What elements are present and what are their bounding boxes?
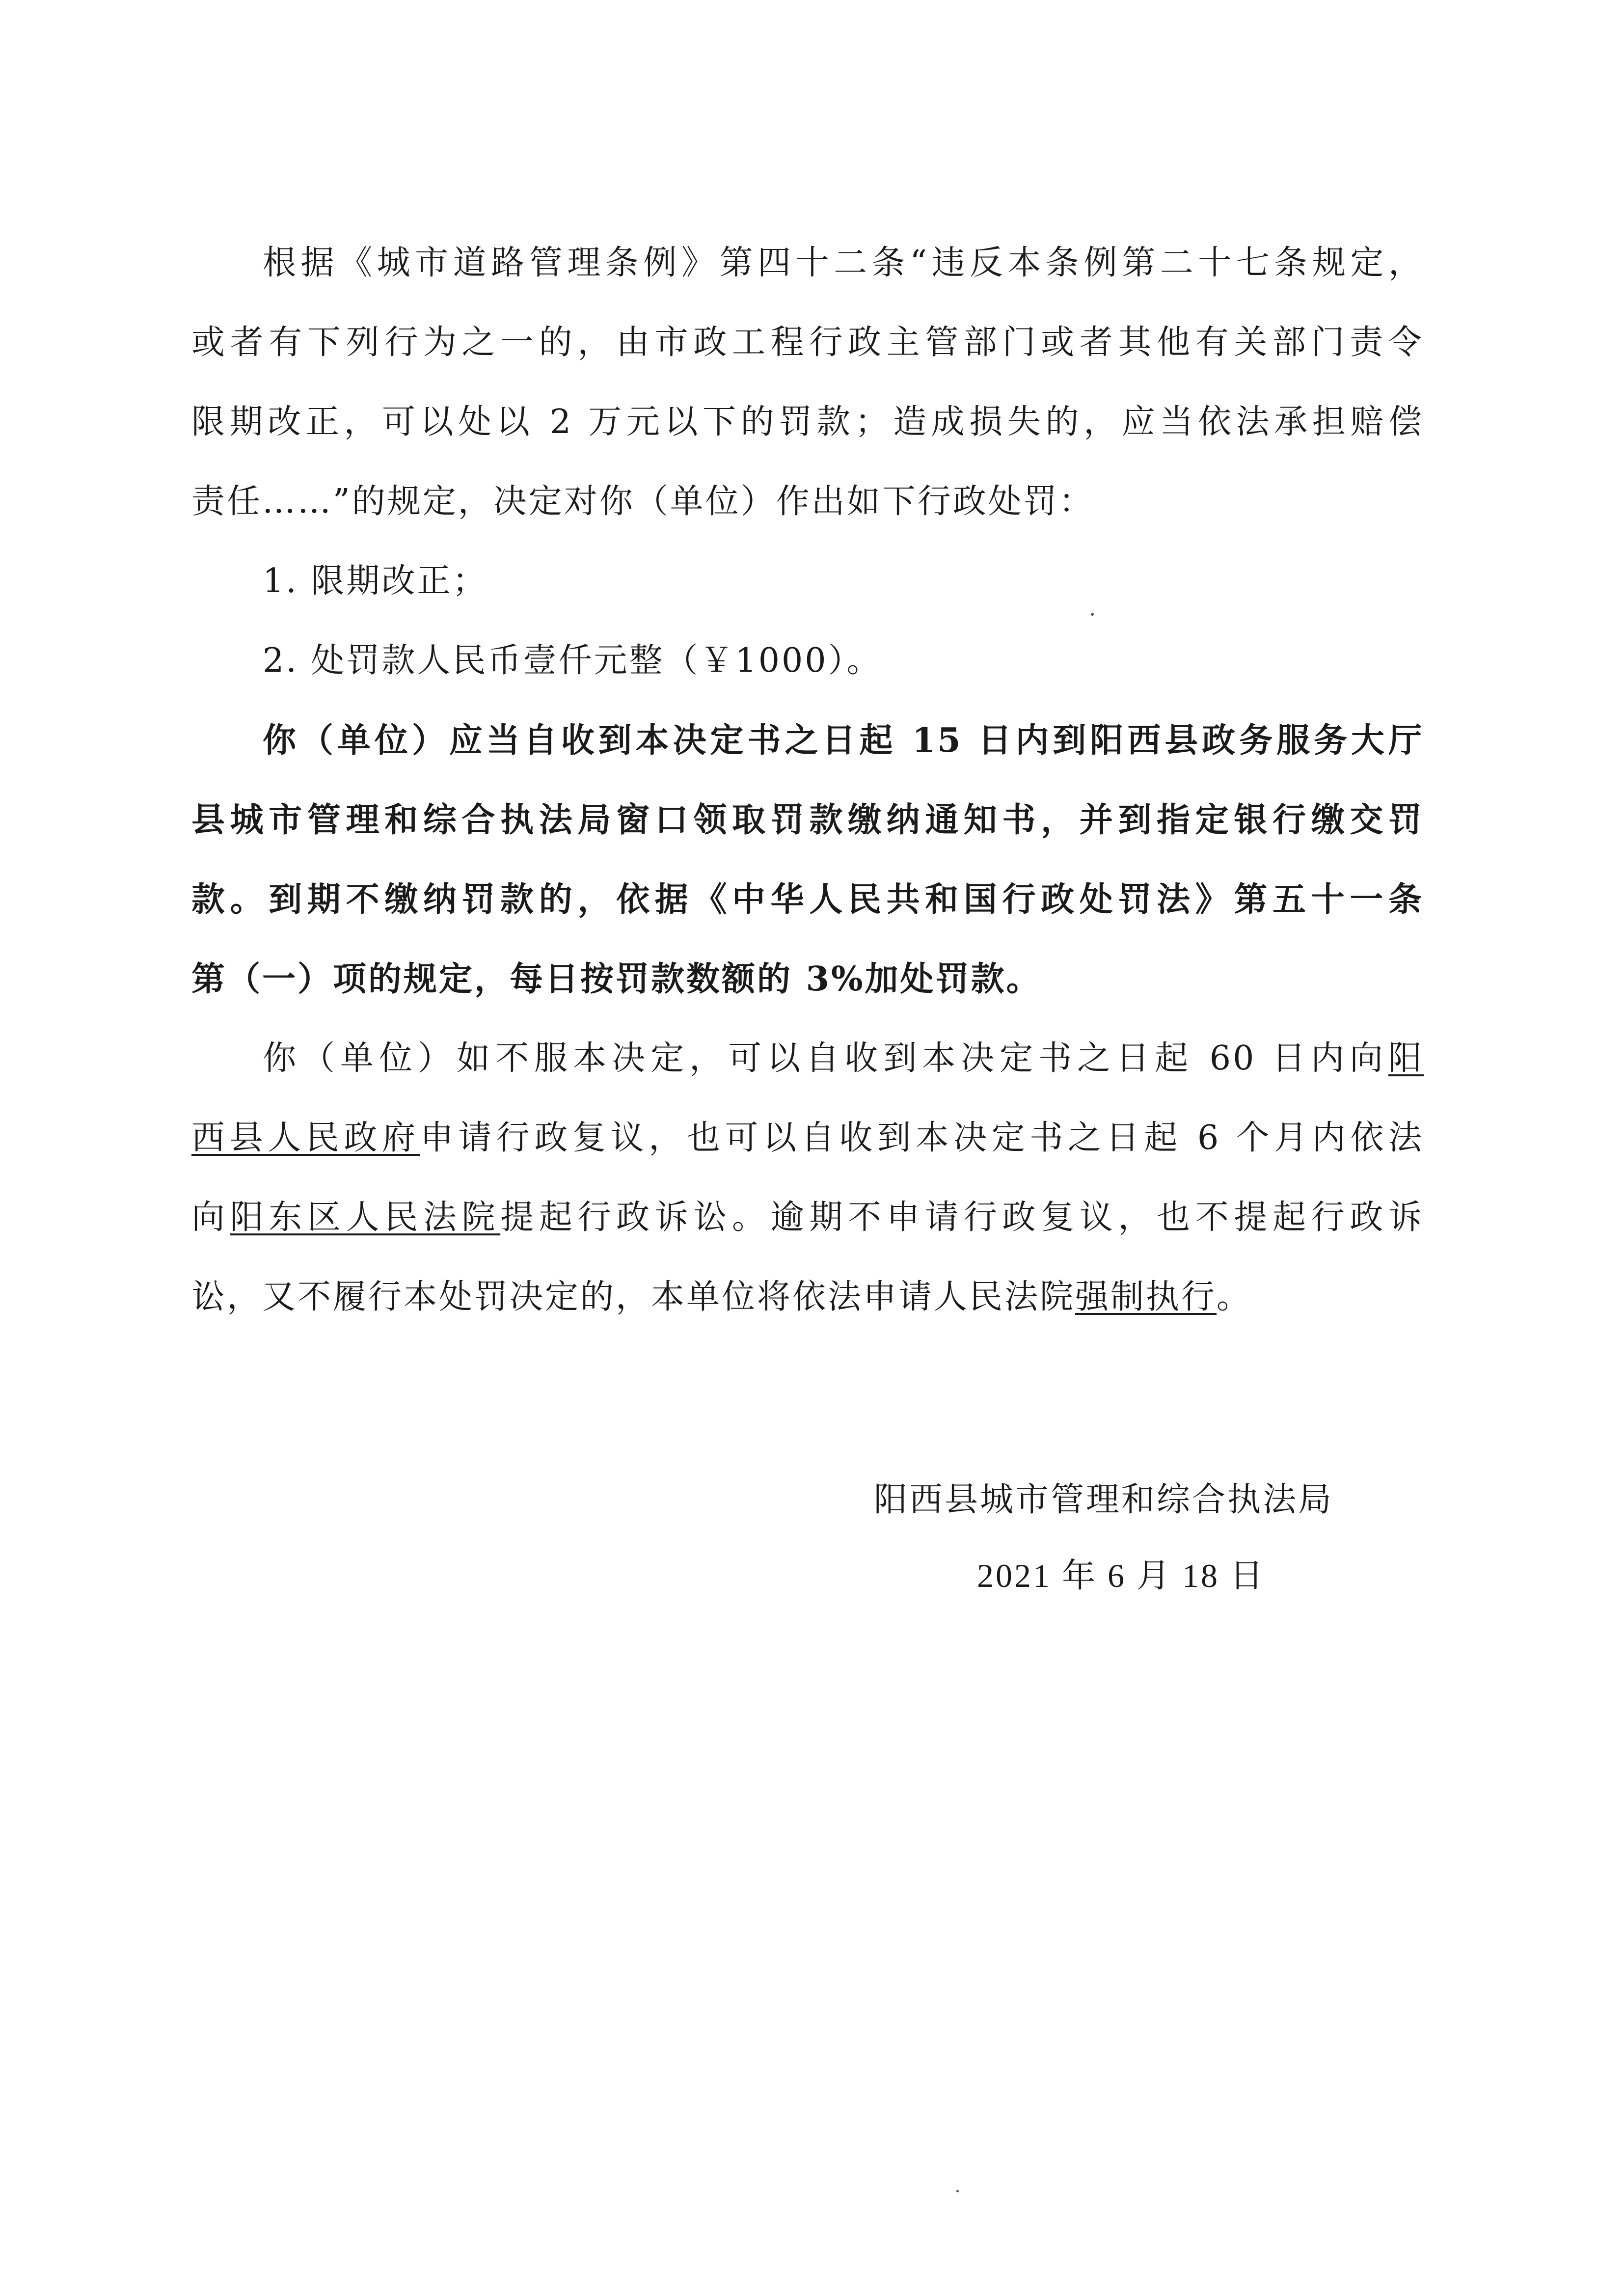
issuing-authority: 阳西县城市管理和综合执法局 <box>874 1480 1334 1519</box>
scan-speck <box>1091 613 1094 616</box>
underlined-text: 西县人民政府 <box>191 1119 420 1157</box>
paragraph-line: 你（单位）应当自收到本决定书之日起 15 日内到阳西县政务服务大厅 <box>263 721 1424 760</box>
paragraph-line <box>191 1019 1424 1098</box>
paragraph-line: 款。到期不缴纳罚款的，依据《中华人民共和国行政处罚法》第五十一条 <box>191 880 1424 919</box>
paragraph-appeal-rights <box>191 1019 1424 1337</box>
paragraph-legal-basis <box>191 223 1424 542</box>
text-segment: 向 <box>191 1198 230 1237</box>
paragraph-line: 或者有下列行为之一的，由市政工程行政主管部门或者其他有关部门责令 <box>191 323 1424 362</box>
text-segment: 讼，又不履行本处罚决定的，本单位将依法申请人民法院 <box>191 1278 1076 1316</box>
paragraph-line <box>191 1178 1424 1257</box>
underlined-text: 阳 <box>1388 1039 1424 1078</box>
paragraph-line <box>191 1257 1424 1337</box>
penalty-list <box>191 542 1424 701</box>
underlined-text: 阳东区人民法院 <box>230 1198 501 1237</box>
scan-speck <box>956 2190 959 2192</box>
paragraph-line: 第（一）项的规定，每日按罚款数额的 3%加处罚款。 <box>191 959 1042 999</box>
issue-date: 2021 年 6 月 18 日 <box>977 1557 1266 1594</box>
list-item: 1. 限期改正； <box>263 562 488 601</box>
paragraph-line: 责任……”的规定，决定对你（单位）作出如下行政处罚： <box>191 482 1094 521</box>
list-item: 2. 处罚款人民币壹仟元整（￥1000）。 <box>263 641 882 680</box>
text-segment: 提起行政诉讼。逾期不申请行政复议，也不提起行政诉 <box>500 1198 1424 1237</box>
underlined-text: 强制执行 <box>1075 1278 1217 1316</box>
paragraph-line <box>191 1098 1424 1178</box>
paragraph-line: 限期改正，可以处以 2 万元以下的罚款；造成损失的，应当依法承担赔偿 <box>191 403 1424 441</box>
text-segment: 申请行政复议，也可以自收到本决定书之日起 6 个月内依法 <box>420 1119 1424 1157</box>
paragraph-line: 县城市管理和综合执法局窗口领取罚款缴纳通知书，并到指定银行缴交罚 <box>191 800 1424 840</box>
text-segment: 。 <box>1217 1278 1252 1316</box>
text-segment: 你（单位）如不服本决定，可以自收到本决定书之日起 60 日内向 <box>263 1039 1388 1078</box>
paragraph-payment-notice <box>191 701 1424 1019</box>
paragraph-line: 根据《城市道路管理条例》第四十二条“违反本条例第二十七条规定， <box>263 244 1424 282</box>
